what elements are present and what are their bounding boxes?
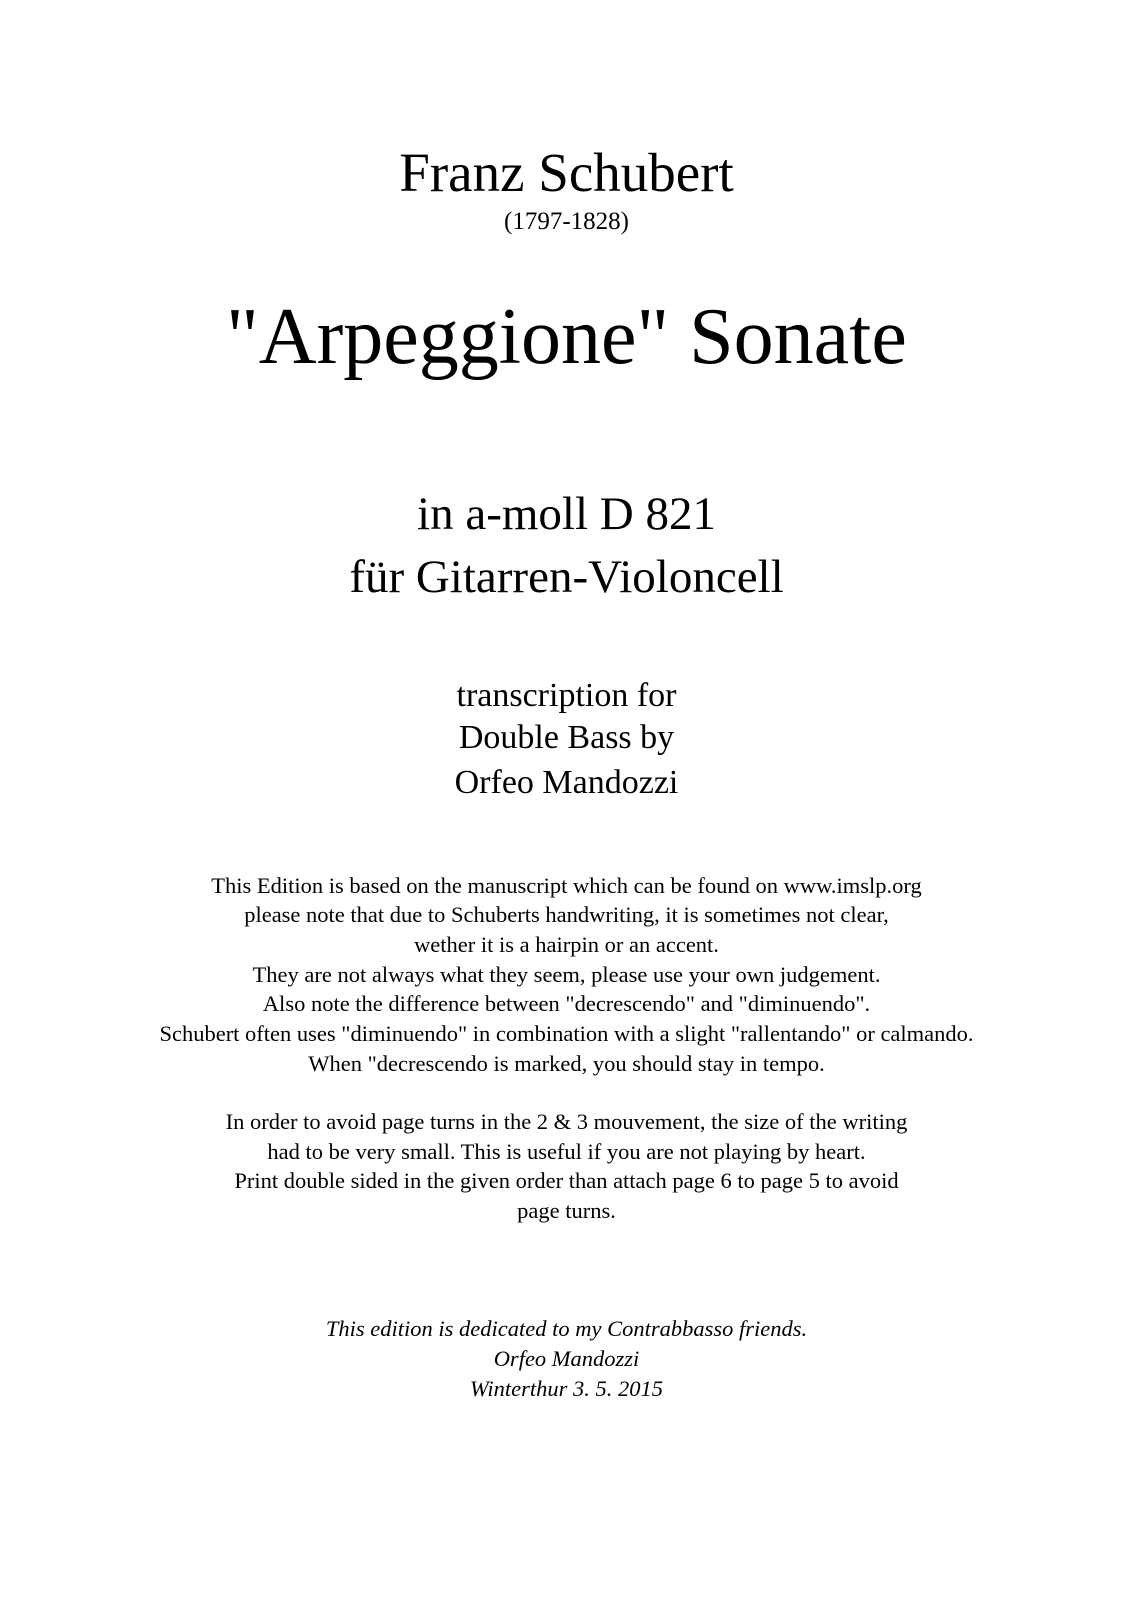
edition-note-line: wether it is a hairpin or an accent.: [414, 932, 719, 957]
edition-note-line: please note that due to Schuberts handwriting, it is sometimes not clear,: [244, 902, 889, 927]
dedication-place-date: Winterthur 3. 5. 2015: [469, 1376, 664, 1401]
work-key-catalog: in a-moll D 821: [417, 488, 716, 540]
work-instrument: für Gitarren-Violoncell: [349, 551, 784, 603]
printing-note-line: page turns.: [517, 1198, 616, 1223]
dedication-text: This edition is dedicated to my Contrabbasso friends.: [325, 1316, 808, 1341]
composer-name: Franz Schubert: [399, 142, 734, 203]
edition-note-line: When "decrescendo is marked, you should stay in tempo.: [308, 1051, 825, 1076]
edition-note-line: They are not always what they seem, please use your own judgement.: [252, 962, 881, 987]
composer-dates: (1797-1828): [504, 208, 629, 235]
edition-note-line: Also note the difference between "decrescendo" and "diminuendo".: [262, 991, 871, 1016]
printing-note-line: had to be very small. This is useful if you are not playing by heart.: [267, 1139, 866, 1164]
transcription-line-2: Double Bass by: [458, 719, 675, 756]
transcription-arranger: Orfeo Mandozzi: [454, 764, 679, 801]
edition-note-line: This Edition is based on the manuscript which can be found on www.imslp.org: [211, 873, 922, 898]
printing-note-line: Print double sided in the given order than attach page 6 to page 5 to avoid: [234, 1168, 899, 1193]
dedication-signature: Orfeo Mandozzi: [493, 1346, 640, 1371]
printing-note-line: In order to avoid page turns in the 2 & 3 mouvement, the size of the writing: [225, 1109, 908, 1134]
transcription-line-1: transcription for: [456, 677, 677, 714]
work-title: "Arpeggione" Sonate: [226, 293, 907, 381]
edition-note-line: Schubert often uses "diminuendo" in combination with a slight "rallentando" or calmando.: [159, 1021, 974, 1046]
